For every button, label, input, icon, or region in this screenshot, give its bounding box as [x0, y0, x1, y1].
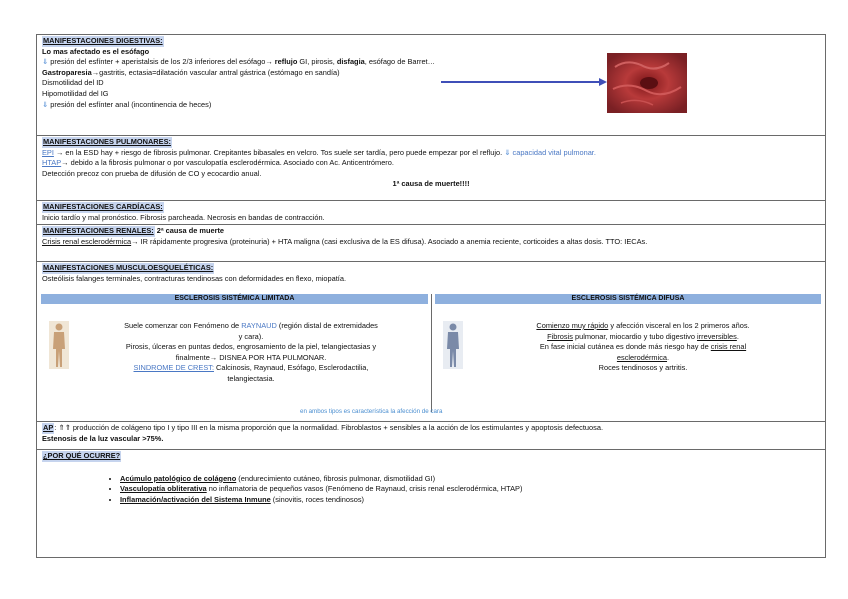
section-por-que	[37, 450, 825, 558]
list-item: • Vasculopatía obliterativa no inflamatoria de pequeños vasos (Fenómeno de Raynaud, crisis renal esclerodérmica, HTAP)	[120, 484, 820, 495]
porque-title: ¿POR QUÉ OCURRE?	[43, 451, 121, 460]
section-pulmonares	[37, 136, 825, 200]
list-item: • Inflamación/activación del Sistema Inmune (sinovitis, roces tendinosos)	[120, 495, 820, 506]
musculo-title: MANIFESTACIONES MUSCULOESQUELÉTICAS:	[43, 263, 214, 272]
section-musculoesqueleticas	[37, 262, 825, 286]
down-arrow-icon: ⇓	[42, 99, 49, 109]
esophagus-endoscopy-image	[607, 53, 687, 113]
digestivas-line-2: Gastroparesia→gastritis, ectasia=dilatación vascular antral gástrica (estómago en sandía)	[42, 67, 340, 77]
section-renales: MANIFESTACIONES RENALES: 2ª causa de muerte Crisis renal esclerodérmica→ IR rápidamente progresiva (proteinuria) + HTA maligna (casi exclusiva de la ES difusa). Asociado a anemia reciente, corticoides a altas dosis. TTO: IECAs.	[37, 225, 825, 249]
digestivas-line-1: ⇓ presión del esfínter + aperistalsis de los 2/3 inferiores del esófago→ reflujo GI, pirosis, disfagia, esófago de Barret…	[42, 57, 436, 67]
difusa-content: Comienzo muy rápido y afección visceral en los 2 primeros años. Fibrosis pulmonar, miocardio y tubo digestivo irreversibles. En fase inicial cutánea es donde más riesgo hay de crisis renal esclerodérmica. Roces tendinosos y artritis.	[536, 321, 750, 373]
renales-title: MANIFESTACIONES RENALES:	[43, 226, 154, 235]
long-arrow-icon	[441, 77, 607, 87]
down-arrow-icon: ⇓	[504, 147, 511, 157]
cardiacas-line-1: Inicio tardío y mal pronóstico. Fibrosis parcheada. Necrosis en bandas de contracción.	[42, 212, 325, 222]
human-body-icon	[49, 321, 69, 369]
down-arrow-icon: ⇓	[42, 57, 49, 67]
section-ap	[37, 422, 825, 449]
section-cardiacas	[37, 201, 825, 224]
pulmonares-line-1: EPI → en la ESD hay + riesgo de fibrosis pulmonar. Crepitantes bibasales en velcro. Tos suele ser tardía, pero puede empezar por el reflujo. ⇓ capacidad vital pulmonar.	[42, 147, 596, 157]
document-page	[36, 34, 826, 558]
ambos-caption: en ambos tipos es característica la afección de cara	[300, 408, 443, 415]
digestivas-line-5: ⇓ presión del esfínter anal (incontinencia de heces)	[42, 99, 212, 109]
pulmonares-line-2: HTAP→ debido a la fibrosis pulmonar o por vasculopatía esclerodérmica. Asociado con Ac. Anticentrómero.	[42, 158, 394, 168]
musculo-line-1: Osteólisis falanges terminales, contracturas tendinosas con deformidades en flexo, miopatía.	[42, 273, 346, 283]
limitada-content: Suele comenzar con Fenómeno de RAYNAUD (región distal de extremidades y cara). Pirosis, úlceras en puntas dedos, engrosamiento de la piel, telangiectasias y finalmente→ DISNEA POR HTA PULMONAR. SINDROME DE CREST: Calcinosis, Raynaud, Esófago, Esclerodactilia, telangiectasia.	[124, 321, 378, 383]
renales-line-1: Crisis renal esclerodérmica→ IR rápidamente progresiva (proteinuria) + HTA maligna (casi exclusiva de la ES difusa). Asociado a anemia reciente, corticoides a altas dosis. TTO: IECAs.	[42, 236, 648, 246]
digestivas-lead: Lo mas afectado es el esófago	[42, 46, 150, 56]
pulmonares-line-3: Detección precoz con prueba de difusión de CO y ecocardio anual.	[42, 168, 262, 178]
human-body-icon	[443, 321, 463, 369]
cardiacas-title: MANIFESTACIONES CARDÍACAS:	[43, 202, 163, 211]
list-item: • Acúmulo patológico de colágeno (endurecimiento cutáneo, fibrosis pulmonar, dismotilidad GI)	[120, 474, 820, 485]
pulmonares-title: MANIFESTACIONES PULMONARES:	[43, 137, 171, 146]
pulmonares-line-4: 1ª causa de muerte!!!!	[392, 179, 470, 189]
porque-list	[42, 474, 820, 506]
limitada-title: ESCLEROSIS SISTÉMICA LIMITADA	[41, 294, 428, 304]
ap-line-1: AP: ⇑⇑ producción de colágeno tipo I y tipo III en la misma proporción que la normalidad. Fibroblastos + sensibles a la acción de los estimulantes y apoptosis defectuosa.	[43, 423, 603, 432]
ap-line-2: Estenosis de la luz vascular >75%.	[42, 433, 164, 443]
difusa-title: ESCLEROSIS SISTÉMICA DIFUSA	[435, 294, 821, 304]
digestivas-line-4: Hipomotilidad del IG	[42, 88, 109, 98]
section-esclerosis-columns	[37, 294, 825, 420]
digestivas-line-3: Dismotilidad del ID	[42, 78, 104, 88]
digestivas-title: MANIFESTACOINES DIGESTIVAS:	[43, 36, 163, 45]
section-digestivas	[37, 35, 825, 135]
